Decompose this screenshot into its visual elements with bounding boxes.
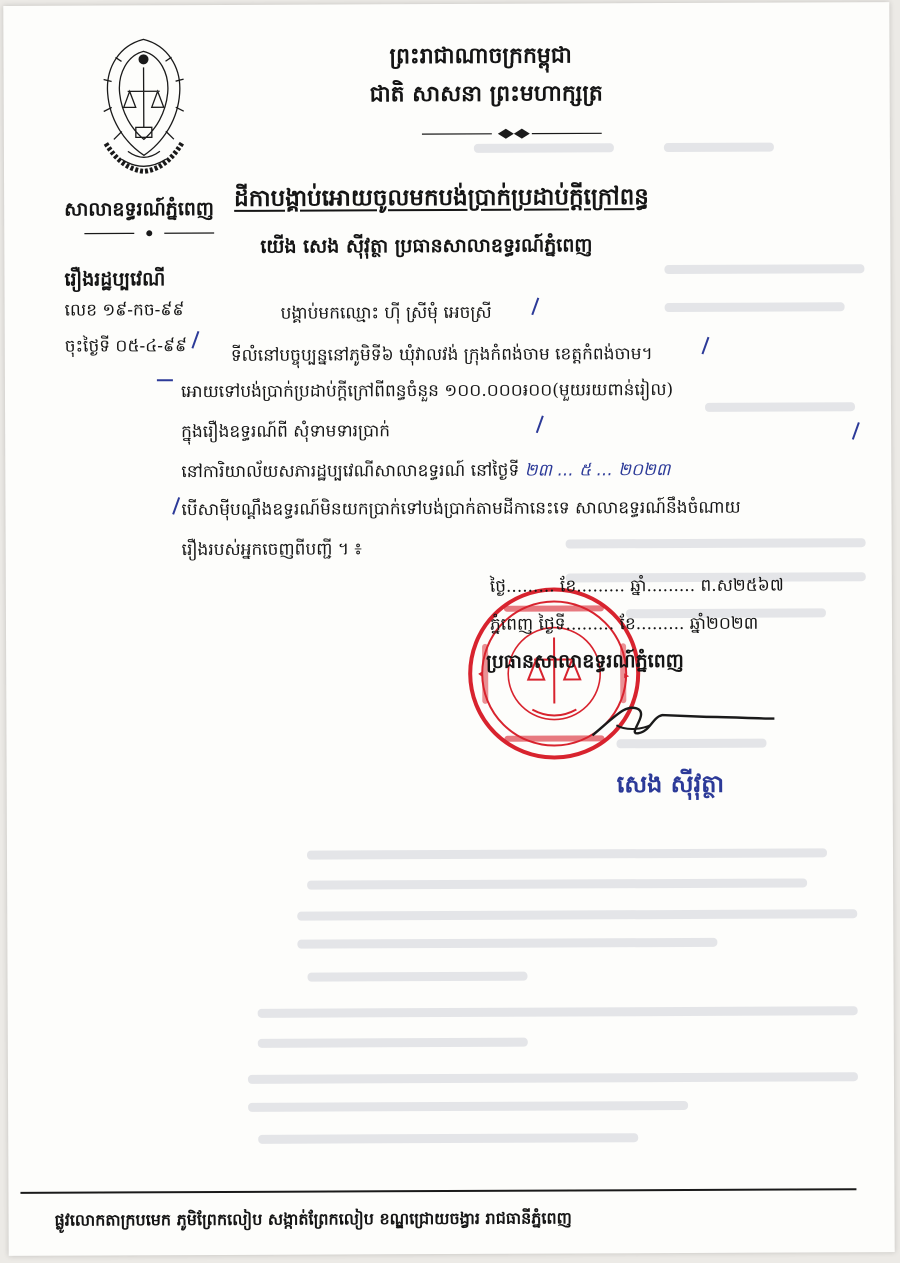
check-mark-icon [526,412,543,433]
court-name: សាលាឧទ្ធរណ៍ភ្នំពេញ [64,198,215,221]
bleed-through [3,2,889,6]
check-mark-icon [522,294,539,315]
court-name-ornament [84,227,214,240]
signature-icon [586,695,776,746]
document-title: ដីកាបង្គាប់អោយចូលមកបង់ប្រាក់ប្រដាប់ក្តីក្រៅពន្ធ [234,183,649,212]
matter-line: ក្នុងរឿងឧទ្ធរណ៍ពី សុំទាមទារប្រាក់ [181,421,391,443]
margin-mark [157,379,173,381]
issuer-line: យើង សេង ស៊ីវុត្ថា ប្រធានសាលាឧទ្ធរណ៍ភ្នំពេញ [260,234,593,258]
footer-address: ផ្លូវលោកតាក្របមេក ភូមិព្រែកលៀប សង្កាត់ព្រែកលៀប ខណ្ឌជ្រោយចង្វារ រាជធានីភ្នំពេញ [54,1208,572,1230]
header-kingdom: ព្រះរាជាណាចក្រកម្ពុជា [389,42,572,70]
document-page [3,2,894,1256]
header-ornament [422,127,602,140]
signatory-title: ប្រធានសាលាឧទ្ធរណ៍ភ្នំពេញ [486,649,684,673]
header-motto: ជាតិ សាសនា ព្រះមហាក្សត្រ [369,80,603,108]
case-date: ចុះថ្ងៃទី ០៥-៤-៩៩ [64,336,188,357]
footer-divider [20,1188,856,1194]
lunar-date-line: ថ្ងៃ......... ខែ......... ឆ្នាំ......... ព.ស២៥៦៧ [489,575,784,597]
signatory-name: សេង ស៊ីវុត្ថា [616,769,725,799]
city-date-line: ភ្នំពេញ ថ្ងៃទី......... ខែ......... ឆ្នាំ២០២៣ [489,613,759,635]
check-mark-icon [842,419,859,440]
warning-line-2: រឿងរបស់អ្នកចេញពីបញ្ជី ។ ៖ [181,539,362,561]
case-number: លេខ ១៩-កច-៩៩ [64,300,185,321]
check-mark-icon [163,494,180,515]
office-prefix: នៅការិយាល័យសភារដ្ឋប្បវេណីសាលាឧទ្ធរណ៍ នៅថ្ងៃទី [181,460,520,483]
warning-line: បើសាម៉ីបណ្តឹងឧទ្ធរណ៍មិនយកប្រាក់ទៅបង់ប្រាក់តាមដីកានេះទេ សាលាឧទ្ធរណ៍នឹងចំណាយ [181,497,741,521]
check-mark-icon [182,328,199,349]
court-emblem [91,31,196,181]
case-type: រឿងរដ្ឋប្បវេណី [64,268,166,291]
recipient-line: បង្គាប់មកឈ្មោះ ហ៊ី ស្រីមុំ អេចស្រី [280,302,492,324]
office-date: ២៣ ... ៥ ... ២០២៣ [524,460,671,481]
office-line [181,459,670,486]
residence-line: ទីលំនៅបច្ចុប្បន្ននៅភូមិទី៦ ឃុំវាលវង់ ក្រុងកំពង់ចាម ខេត្តកំពង់ចាម។ [230,344,653,366]
payment-line: អោយទៅបង់ប្រាក់ប្រដាប់ក្តីក្រៅពីពន្ធចំនួន ១០០.០០០៛០០(មួយរយពាន់រៀល) [180,380,674,403]
check-mark-icon [692,333,709,354]
